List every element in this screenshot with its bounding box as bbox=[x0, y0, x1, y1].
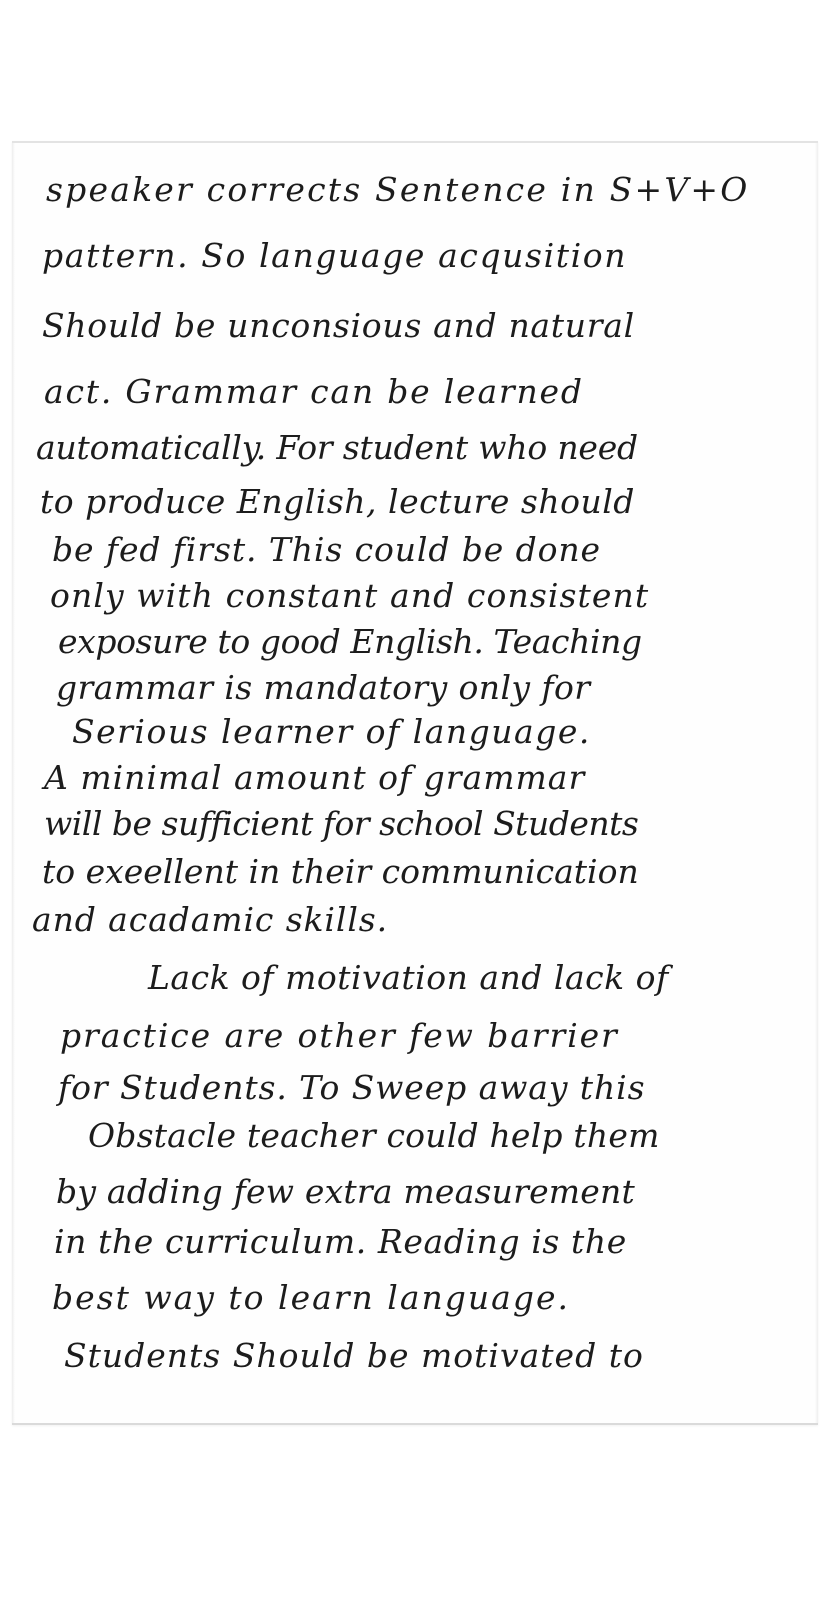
text-line: grammar is mandatory only for bbox=[56, 668, 591, 707]
text-line: automatically. For student who need bbox=[36, 428, 638, 467]
text-line: be fed first. This could be done bbox=[52, 530, 601, 569]
text-line: Students Should be motivated to bbox=[64, 1336, 644, 1375]
text-line: to exeellent in their communication bbox=[42, 852, 639, 891]
text-line: act. Grammar can be learned bbox=[44, 372, 584, 411]
text-line: Serious learner of language. bbox=[72, 712, 591, 751]
paragraph-start-line: Lack of motivation and lack of bbox=[148, 958, 669, 997]
text-line: will be sufficient for school Students bbox=[44, 804, 639, 843]
text-line: A minimal amount of grammar bbox=[44, 758, 586, 797]
text-line: only with constant and consistent bbox=[50, 576, 650, 615]
text-line: in the curriculum. Reading is the bbox=[54, 1222, 627, 1261]
text-line: pattern. So language acqusition bbox=[42, 236, 628, 275]
text-line: practice are other few barrier bbox=[60, 1016, 619, 1055]
text-line: by adding few extra measurement bbox=[56, 1172, 635, 1211]
notebook-page bbox=[12, 141, 818, 1425]
text-line: Obstacle teacher could help them bbox=[88, 1116, 660, 1155]
handwritten-text bbox=[12, 143, 818, 1423]
text-line: to produce English, lecture should bbox=[40, 482, 635, 521]
text-line: and acadamic skills. bbox=[32, 900, 389, 939]
text-line: for Students. To Sweep away this bbox=[58, 1068, 646, 1107]
text-line: best way to learn language. bbox=[52, 1278, 570, 1317]
text-line: Should be unconsious and natural bbox=[42, 306, 635, 345]
text-line: speaker corrects Sentence in S+V+O bbox=[46, 170, 750, 209]
text-line: exposure to good English. Teaching bbox=[58, 622, 642, 661]
